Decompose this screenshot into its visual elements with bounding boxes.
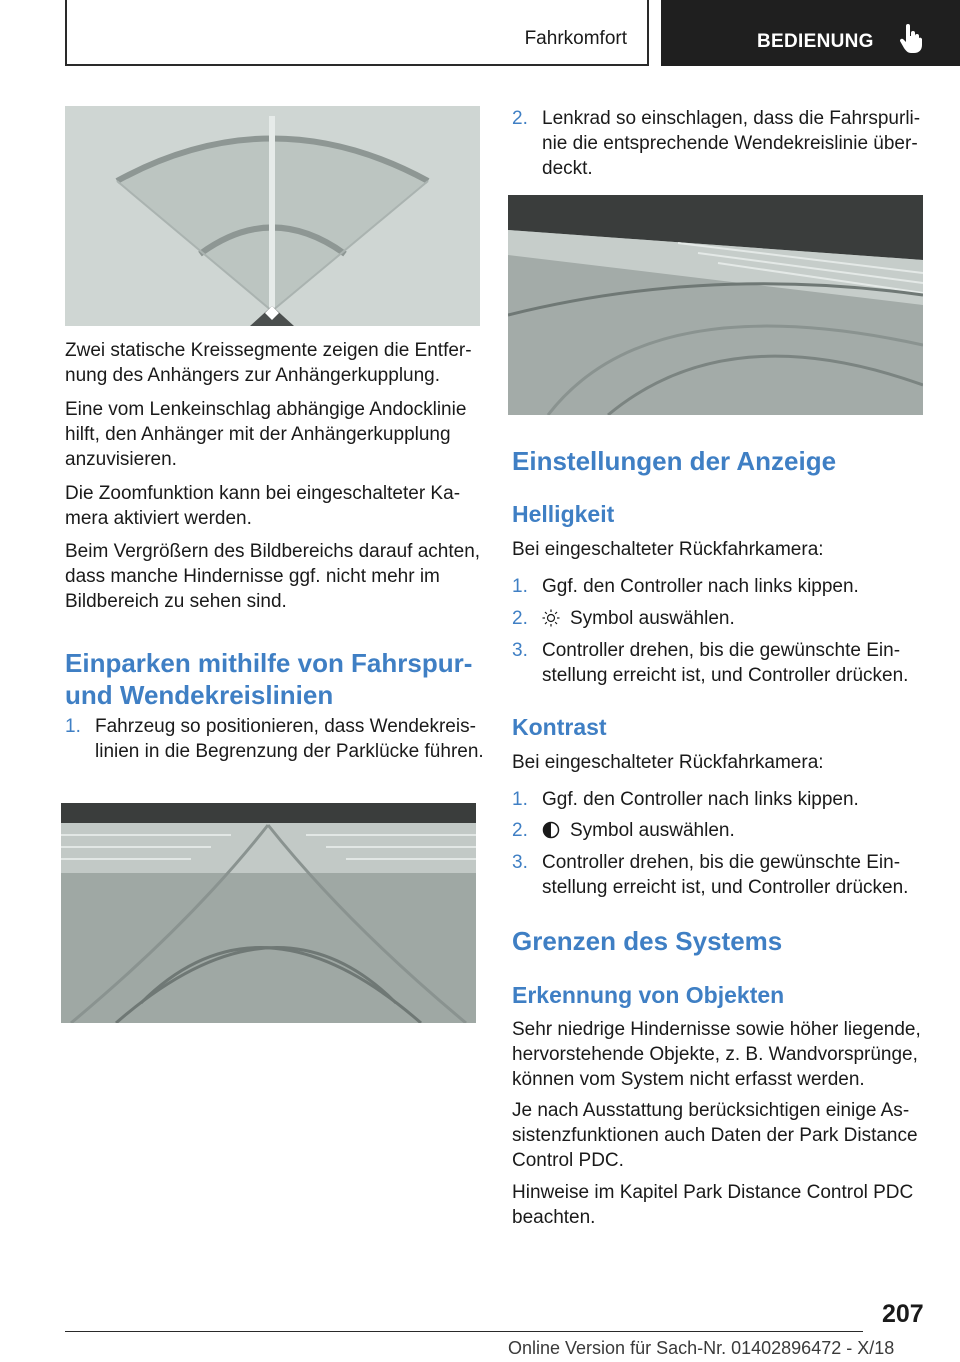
step-text: Ggf. den Controller nach links kippen.: [542, 576, 859, 597]
step-text: Controller drehen, bis die gewünschte Einstellung erreicht ist, und Controller drücken.: [542, 640, 909, 686]
subheading-object-detection: Erkennung von Objekten: [512, 982, 785, 1008]
contrast-icon: [542, 821, 560, 839]
header-section-title: Fahrkomfort: [524, 28, 627, 49]
online-version-footer: Online Version für Sach-Nr. 01402896472 - X/18: [508, 1338, 895, 1358]
subheading-brightness: Helligkeit: [512, 501, 615, 527]
object-detection-paragraph-1: Sehr niedrige Hindernisse sowie höher liegende, hervorstehende Objekte, z. B. Wandvorsprünge, können vom System nicht erfasst werden.: [512, 1019, 921, 1090]
zoom-paragraph: Die Zoomfunktion kann bei eingeschalteter Kamera aktiviert werden.: [65, 483, 461, 529]
object-detection-paragraph-3: Hinweise im Kapitel Park Distance Control PDC beachten.: [512, 1182, 914, 1228]
trailer-hitch-camera-image: [65, 106, 480, 326]
docking-line-paragraph: Eine vom Lenkeinschlag abhängige Andocklinie hilft, den Anhänger mit der Anhängerkupplung anzuvisieren.: [65, 399, 467, 470]
zoom-warning-paragraph: Beim Vergrößern des Bildbereichs darauf achten, dass manche Hindernisse ggf. nicht mehr im Bildbereich zu sehen sind.: [65, 541, 481, 612]
step-text: Fahrzeug so positionieren, dass Wendekreislinien in die Begrenzung der Parklücke führen.: [95, 716, 484, 762]
step-text: Lenkrad so einschlagen, dass die Fahrspurlinie die entsprechende Wendekreislinie überdeckt.: [542, 108, 921, 179]
contrast-intro: Bei eingeschalteter Rückfahrkamera:: [512, 752, 824, 773]
header-chapter-tab: [661, 0, 960, 66]
distance-segments-paragraph: Zwei statische Kreissegmente zeigen die Entfernung des Anhängers zur Anhängerkupplung.: [65, 340, 472, 386]
heading-display-settings: Einstellungen der Anzeige: [512, 446, 837, 476]
step-text: Symbol auswählen.: [570, 820, 735, 841]
sun-icon: [542, 609, 560, 627]
header-chapter-label: BEDIENUNG: [757, 31, 874, 52]
brightness-intro: Bei eingeschalteter Rückfahrkamera:: [512, 539, 824, 560]
heading-parking-lines: Einparken mithilfe von Fahrspur- und Wendekreislinien: [65, 648, 473, 710]
brightness-step-1: [512, 574, 927, 599]
hand-pointer-icon: [899, 24, 923, 54]
object-detection-paragraph-2: Je nach Ausstattung berücksichtigen einige Assistenzfunktionen auch Daten der Park Distance Control PDC.: [512, 1100, 918, 1171]
brightness-step-2: [512, 606, 927, 631]
step-number: 2.: [512, 108, 528, 129]
step-number: 1.: [65, 716, 81, 737]
step-text: Ggf. den Controller nach links kippen.: [542, 789, 859, 810]
step-number: 3.: [512, 852, 528, 873]
step-text: Controller drehen, bis die gewünschte Einstellung erreicht ist, und Controller drücken.: [542, 852, 909, 898]
contrast-step-2: [512, 818, 927, 843]
step-number: 3.: [512, 640, 528, 661]
turning-radius-lines-image: [61, 803, 476, 1023]
contrast-step-1: [512, 787, 927, 812]
parking-step-2: [512, 106, 927, 181]
footer-divider: [65, 1331, 863, 1332]
header-section-box: [65, 0, 649, 66]
step-number: 1.: [512, 789, 528, 810]
contrast-step-3: [512, 850, 927, 900]
brightness-step-3: [512, 638, 927, 688]
step-text: Symbol auswählen.: [570, 608, 735, 629]
subheading-contrast: Kontrast: [512, 714, 607, 740]
steering-lane-line-image: [508, 195, 923, 415]
step-number: 2.: [512, 608, 528, 629]
step-number: 2.: [512, 820, 528, 841]
page-number: 207: [882, 1300, 924, 1328]
step-number: 1.: [512, 576, 528, 597]
parking-step-1: [65, 714, 485, 764]
heading-system-limits: Grenzen des Systems: [512, 926, 783, 956]
